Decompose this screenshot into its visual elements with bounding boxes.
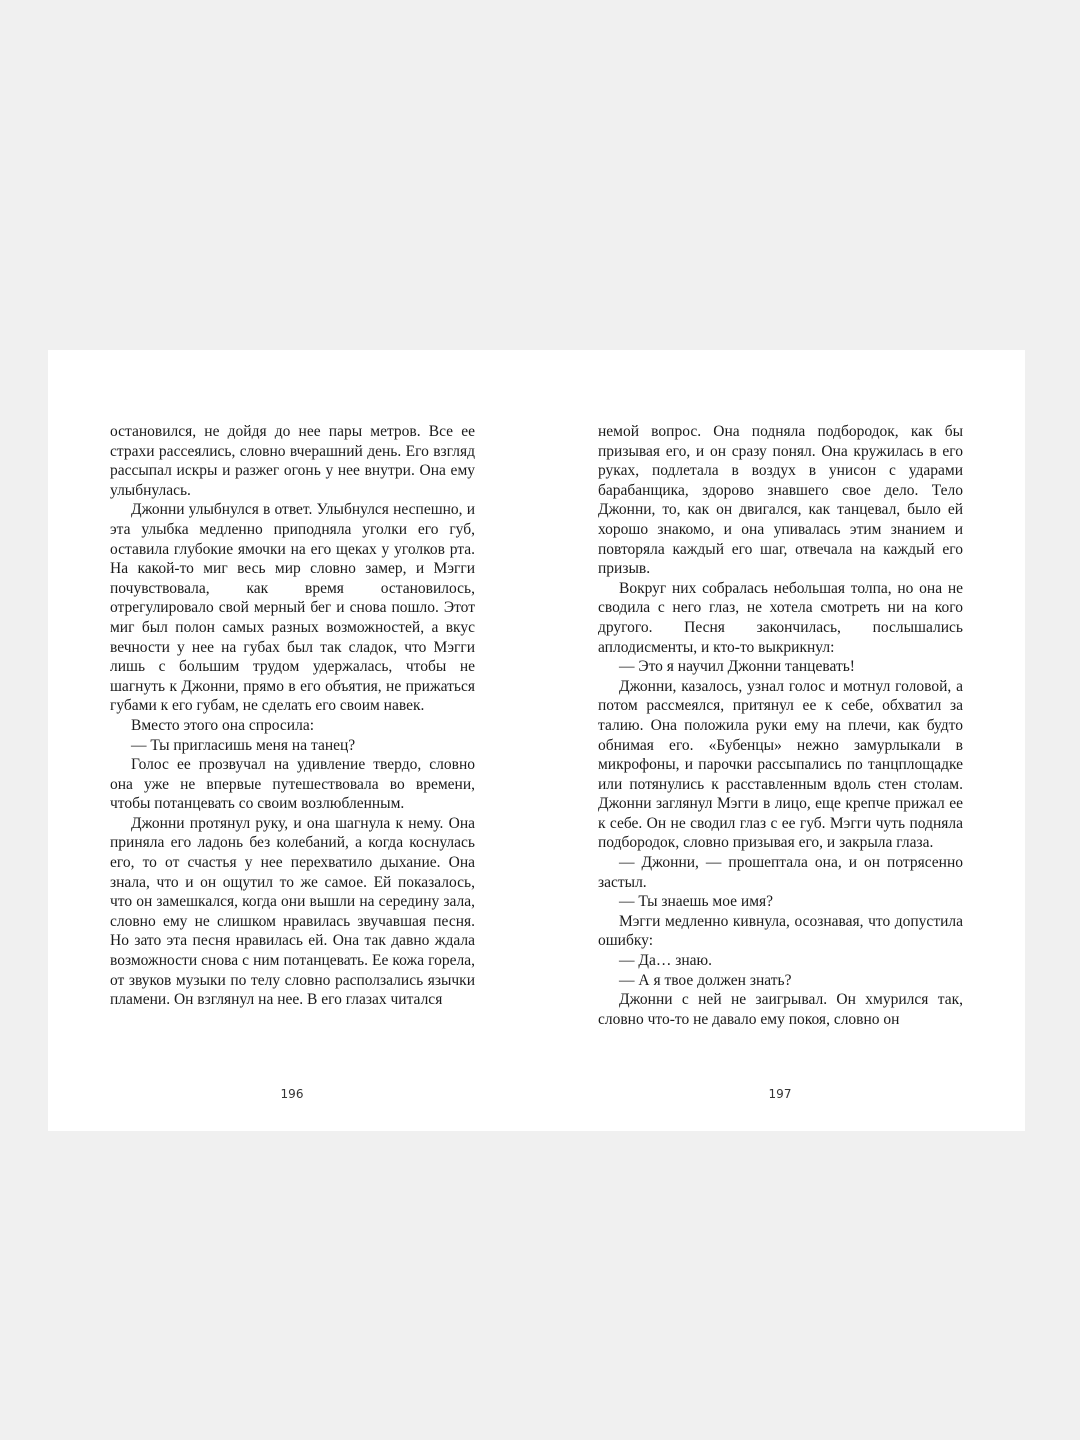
dialogue-line: — Ты пригласишь меня на танец? bbox=[131, 736, 356, 754]
paragraph: Вокруг них собралась небольшая толпа, но она не сводила с него глаз, не хотела смотреть ни на кого другого. Песня закончилась, послышались аплодисменты, и кто-то выкрикнул: bbox=[598, 579, 963, 656]
right-page-text bbox=[598, 422, 963, 1029]
dialogue-line: — Джонни, — прошептала она, и он потрясенно застыл. bbox=[598, 854, 963, 891]
left-page-text bbox=[110, 422, 475, 1010]
paragraph: Джонни протянул руку, и она шагнула к нему. Она приняла его ладонь без колебаний, а когда коснулась его, то от счастья у нее перехватило дыхание. Она знала, что и он ощутил то же самое. Ей показалось, что он замешкался, когда они вышли на середину зала, словно ему не слишком нравилась звучавшая песня. Но зато эта песня нравилась ей. Она так давно ждала возможности снова с ним потанцевать. Ее кожа горела, от звуков музыки по телу словно расползались язычки пламени. Он взглянул на нее. В его глазах читался bbox=[110, 814, 475, 1009]
paragraph: Джонни с ней не заигрывал. Он хмурился так, словно что-то не давало ему покоя, словно он bbox=[598, 991, 963, 1028]
dialogue-line: — Это я научил Джонни танцевать! bbox=[619, 658, 855, 676]
paragraph: Джонни, казалось, узнал голос и мотнул головой, а потом рассмеялся, притянул ее к себе, обхватил за талию. Она положила руки ему на плечи, как будто обнимая его. «Бубенцы» нежно замурлыкали в микрофоны, и парочки рассыпались по танцплощадке или потянулись к расставленным вдоль стен столам. Джонни заглянул Мэгги в лицо, еще крепче прижал ее к себе. Он не сводил глаз с ее губ. Мэгги чуть подняла подбородок, словно призывая его, и закрыла глаза. bbox=[598, 677, 963, 852]
book-spread bbox=[48, 350, 1025, 1131]
paragraph: Мэгги медленно кивнула, осознавая, что допустила ошибку: bbox=[598, 912, 963, 950]
paragraph: остановился, не дойдя до нее пары метров. Все ее страхи рассеялись, словно вчерашний день. Его взгляд рассыпал искры и разжег огонь у нее внутри. Она ему улыбнулась. bbox=[110, 423, 475, 499]
page-number-left: 196 bbox=[280, 1087, 304, 1101]
dialogue-line: — Ты знаешь мое имя? bbox=[619, 893, 774, 911]
page-number-right: 197 bbox=[768, 1087, 792, 1101]
paragraph: Голос ее прозвучал на удивление твердо, словно она уже не впервые путешествовала во времени, чтобы потанцевать со своим возлюбленным. bbox=[110, 756, 475, 813]
paragraph: немой вопрос. Она подняла подбородок, как бы призывая его, и он сразу понял. Она кружилась в его руках, подлетала в воздух в унисон с ударами барабанщика, здорово знавшего свое дело. Тело Джонни, то, как он двигался, как танцевал, было ей хорошо знакомо, и она упивалась этим знанием и повторяла каждый его шаг, отвечала на каждый его призыв. bbox=[598, 423, 963, 578]
paragraph: Вместо этого она спросила: bbox=[131, 716, 315, 734]
dialogue-line: — Да… знаю. bbox=[619, 952, 712, 970]
paragraph: Джонни улыбнулся в ответ. Улыбнулся неспешно, и эта улыбка медленно приподняла уголки его губ, оставила глубокие ямочки на его щеках у уголков рта. На какой-то миг весь мир словно замер, и Мэгги почувствовала, как время остановилось, отрегулировало свой мерный бег и снова пошло. Этот миг был полон самых разных возможностей, а вкус вечности у нее на губах был так сладок, что Мэгги лишь с большим трудом удержалась, чтобы не шагнуть к Джонни, прямо в его объятия, не прижаться губами к его губам, не сделать его своим навек. bbox=[110, 501, 475, 715]
dialogue-line: — А я твое должен знать? bbox=[619, 971, 792, 989]
